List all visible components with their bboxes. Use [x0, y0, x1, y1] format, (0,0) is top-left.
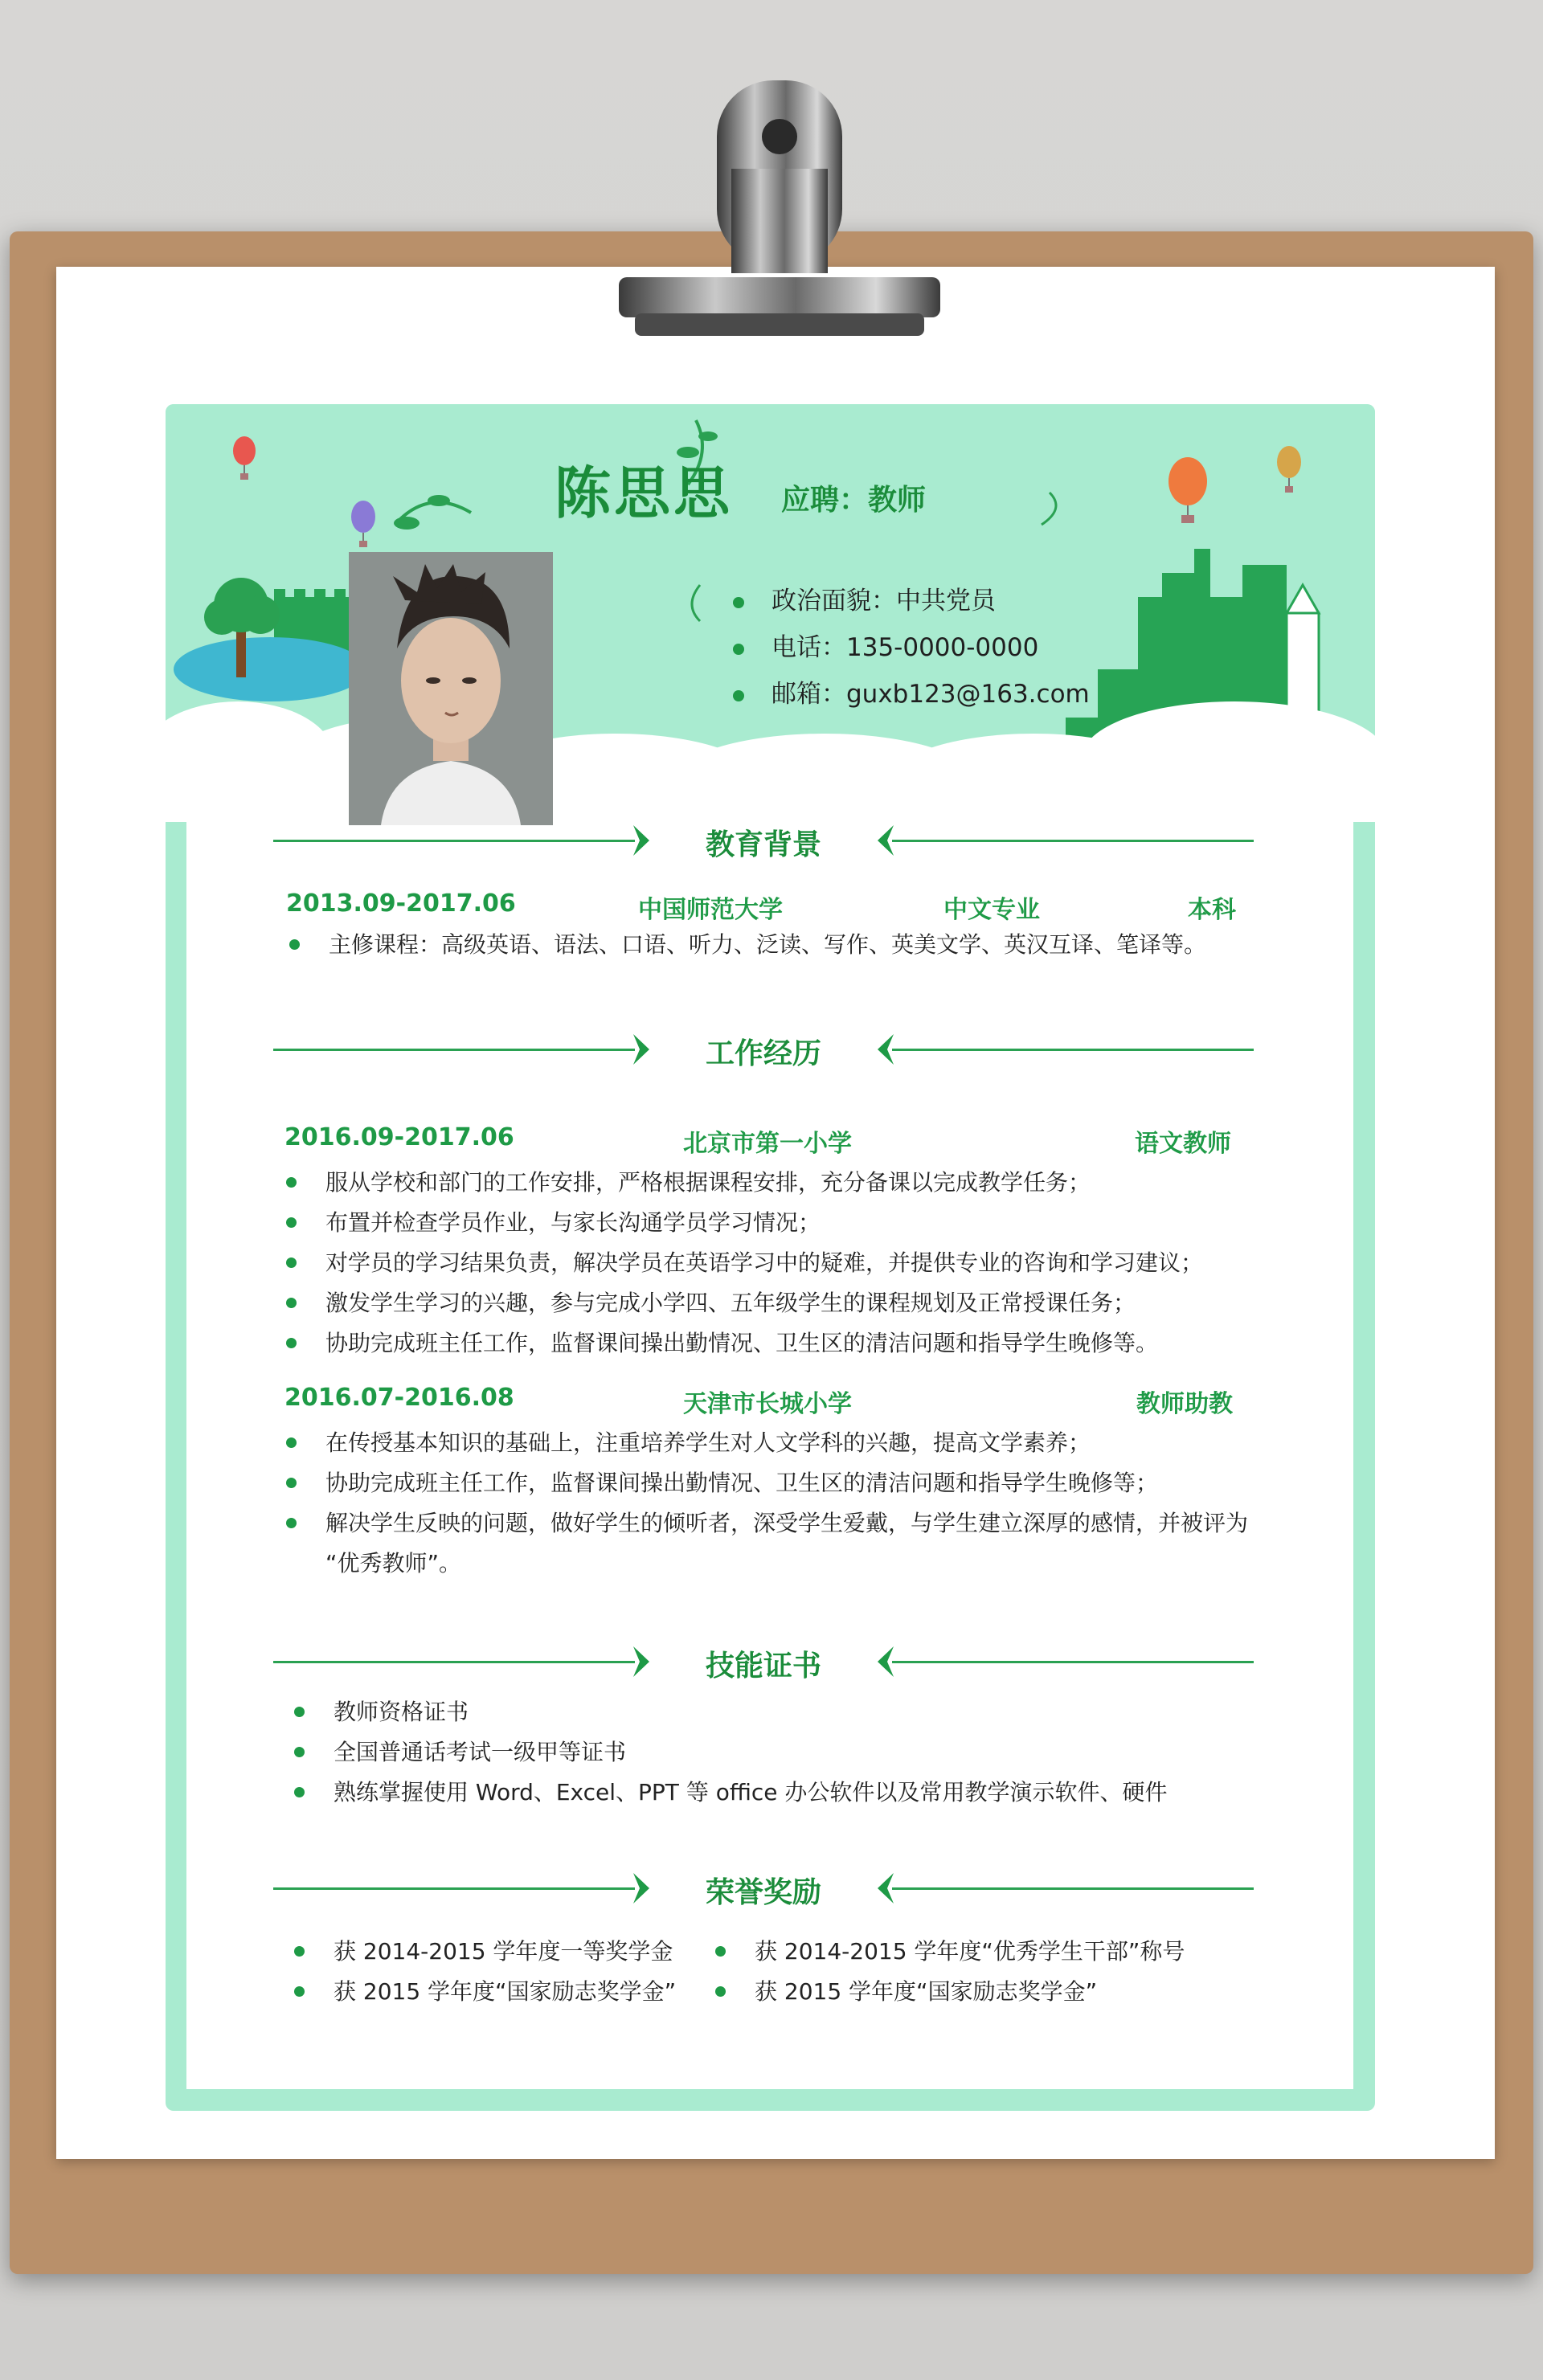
- bullet-dot: [286, 1518, 297, 1528]
- bullet-dot: [294, 1747, 305, 1757]
- section-title: 教育背景: [705, 828, 821, 861]
- bullet-dot: [286, 1298, 297, 1308]
- info-phone-text[interactable]: 电话：135-0000-0000: [772, 633, 1039, 662]
- list-item: [286, 1327, 1158, 1360]
- bullet-dot: [733, 644, 744, 655]
- bullet-dot: [286, 1478, 297, 1488]
- job-org: 北京市第一小学: [683, 1130, 852, 1158]
- list-item: [294, 1936, 673, 1968]
- section-title: 荣誉奖励: [705, 1876, 821, 1909]
- list-item: [294, 1777, 1167, 1809]
- list-item-text: 协助完成班主任工作，监督课间操出勤情况、卫生区的清洁问题和指导学生晚修等；: [325, 1470, 1159, 1496]
- job-role: 语文教师: [1135, 1130, 1231, 1158]
- edu-courses: [289, 929, 1206, 961]
- list-item-continuation: [325, 1548, 461, 1580]
- list-item-text: 对学员的学习结果负责，解决学员在英语学习中的疑难，并提供专业的咨询和学习建议；: [325, 1249, 1204, 1276]
- info-political: [733, 580, 996, 616]
- list-item-text: 获 2015 学年度“国家励志奖学金”: [334, 1978, 677, 2005]
- bullet-dot: [286, 1437, 297, 1448]
- info-political-text: 政治面貌：中共党员: [772, 587, 996, 615]
- section-heading-honors: [273, 1868, 1254, 1908]
- list-item-text: 熟练掌握使用 Word、Excel、PPT 等 office 办公软件以及常用教学演示软件、硬件: [334, 1779, 1168, 1805]
- list-item-text: 解决学生反映的问题，做好学生的倾听者，深受学生爱戴，与学生建立深厚的感情，并被评为: [325, 1510, 1249, 1536]
- list-item: [294, 1976, 676, 2008]
- list-item: [286, 1167, 1091, 1199]
- edu-major: 中文专业: [943, 896, 1040, 924]
- list-item: [715, 1976, 1097, 2008]
- bullet-dot: [286, 1217, 297, 1228]
- edu-school: 中国师范大学: [638, 896, 783, 924]
- bullet-dot: [289, 939, 300, 950]
- section-title: 技能证书: [705, 1650, 821, 1683]
- job-period: 2016.09-2017.06: [284, 1123, 514, 1151]
- list-item-text: 在传授基本知识的基础上，注重培养学生对人文学科的兴趣，提高文学素养；: [325, 1429, 1091, 1456]
- list-item-text: 教师资格证书: [334, 1699, 469, 1725]
- bullet-dot: [294, 1787, 305, 1797]
- edu-courses-text: 主修课程：高级英语、语法、口语、听力、泛读、写作、英美文学、英汉互译、笔译等。: [329, 931, 1207, 958]
- list-item-text: 获 2014-2015 学年度“优秀学生干部”称号: [755, 1938, 1185, 1965]
- bullet-dot: [286, 1338, 297, 1348]
- list-item: [286, 1467, 1158, 1499]
- list-item: [286, 1507, 1248, 1540]
- info-email-text[interactable]: 邮箱：guxb123@163.com: [772, 680, 1090, 709]
- divider-line: [892, 1887, 1254, 1890]
- list-item: [286, 1427, 1091, 1459]
- bullet-dot: [294, 1946, 305, 1957]
- divider-line: [892, 1661, 1254, 1663]
- job-period: 2016.07-2016.08: [284, 1384, 514, 1412]
- bullet-dot: [733, 597, 744, 608]
- list-item: [294, 1736, 626, 1769]
- list-item-text: 布置并检查学员作业，与家长沟通学员学习情况；: [325, 1209, 821, 1236]
- bullet-dot: [294, 1986, 305, 1997]
- avatar: [349, 552, 553, 825]
- bullet-dot: [286, 1257, 297, 1268]
- bullet-dot: [286, 1177, 297, 1188]
- list-item-text: 协助完成班主任工作，监督课间操出勤情况、卫生区的清洁问题和指导学生晚修等。: [325, 1330, 1159, 1356]
- list-item-text: 全国普通话考试一级甲等证书: [334, 1739, 627, 1765]
- list-item: [286, 1207, 821, 1239]
- section-heading-skills: [273, 1642, 1254, 1682]
- section-heading-education: [273, 820, 1254, 861]
- bullet-dot: [294, 1707, 305, 1717]
- edu-degree: 本科: [1188, 896, 1236, 924]
- applied-position: 应聘：教师: [781, 484, 927, 517]
- divider-line: [892, 840, 1254, 842]
- list-item-text: 服从学校和部门的工作安排，严格根据课程安排，充分备课以完成教学任务；: [325, 1169, 1091, 1196]
- divider-line: [892, 1049, 1254, 1051]
- list-item-text: 激发学生学习的兴趣，参与完成小学四、五年级学生的课程规划及正常授课任务；: [325, 1290, 1136, 1316]
- job-org: 天津市长城小学: [683, 1390, 852, 1418]
- list-item-text: 获 2014-2015 学年度一等奖学金: [334, 1938, 673, 1965]
- list-item: [286, 1247, 1203, 1279]
- info-phone: [733, 627, 1038, 663]
- profile-photo: [349, 552, 553, 825]
- section-heading-work: [273, 1029, 1254, 1069]
- list-item-text: 获 2015 学年度“国家励志奖学金”: [755, 1978, 1098, 2005]
- edu-period: 2013.09-2017.06: [286, 889, 516, 918]
- bullet-dot: [715, 1946, 726, 1957]
- bullet-dot: [733, 690, 744, 701]
- bullet-dot: [715, 1986, 726, 1997]
- binder-clip-icon: [611, 48, 948, 354]
- candidate-name: 陈思思: [555, 460, 733, 526]
- list-item: [286, 1287, 1136, 1319]
- info-email: [733, 673, 1090, 710]
- list-item-text: “优秀教师”。: [325, 1550, 462, 1576]
- section-title: 工作经历: [705, 1037, 821, 1070]
- list-item: [294, 1696, 469, 1728]
- balloon-icon: [233, 436, 1301, 547]
- job-role: 教师助教: [1136, 1390, 1233, 1418]
- list-item: [715, 1936, 1185, 1968]
